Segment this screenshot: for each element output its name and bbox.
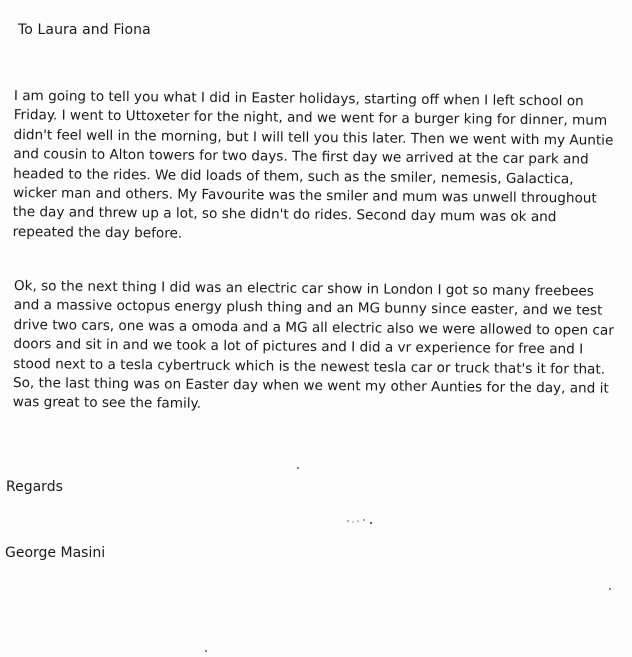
paragraph-line: wicker man and others. My Favourite was the smiler and mum was unwell throughout (12, 185, 597, 207)
letter-closing: Regards (6, 479, 63, 495)
paragraph-line: I am going to tell you what I did in Easter holidays, starting off when I left school on (13, 87, 584, 110)
paragraph-line: Ok, so the next thing I did was an electric car show in London I got so many freebees (13, 277, 594, 300)
paragraph-line: doors and sit in and we took a lot of pictures and I did a vr experience for free and I (13, 336, 584, 358)
letter-salutation: To Laura and Fiona (18, 22, 151, 38)
paragraph-line: didn't feel well in the morning, but I will tell you this later. Then we went with my Auntie (13, 126, 614, 149)
letter-signature-name: George Masini (5, 545, 106, 561)
scan-speck (297, 467, 299, 469)
paragraph-line: was great to see the family. (12, 394, 202, 413)
paragraph-line: and a massive octopus energy plush thing and an MG bunny since easter, and we test (13, 297, 603, 320)
paragraph-line: So, the last thing was on Easter day when we went my other Aunties for the day, and it (12, 375, 609, 397)
paragraph-line: the day and threw up a lot, so she didn't do rides. Second day mum was ok and (12, 204, 557, 226)
paragraph-line: drive two cars, one was a omoda and a MG all electric also we were allowed to open car (13, 316, 614, 339)
scan-speck (205, 650, 207, 652)
paragraph-line: and cousin to Alton towers for two days. The first day we arrived at the car park and (13, 146, 589, 168)
scan-noise-marks (345, 517, 375, 525)
scan-speck (609, 588, 611, 590)
letter-paragraph-2 (13, 277, 614, 419)
paragraph-line: headed to the rides. We did loads of them, such as the smiler, nemesis, Galactica, (13, 165, 574, 188)
paragraph-line: stood next to a tesla cybertruck which is the newest tesla car or truck that's it for that. (13, 355, 606, 378)
paragraph-line: repeated the day before. (12, 223, 183, 242)
letter-paragraph-1 (13, 87, 614, 248)
paragraph-line: Friday. I went to Uttoxeter for the night, and we went for a burger king for dinner, mum (13, 107, 608, 130)
